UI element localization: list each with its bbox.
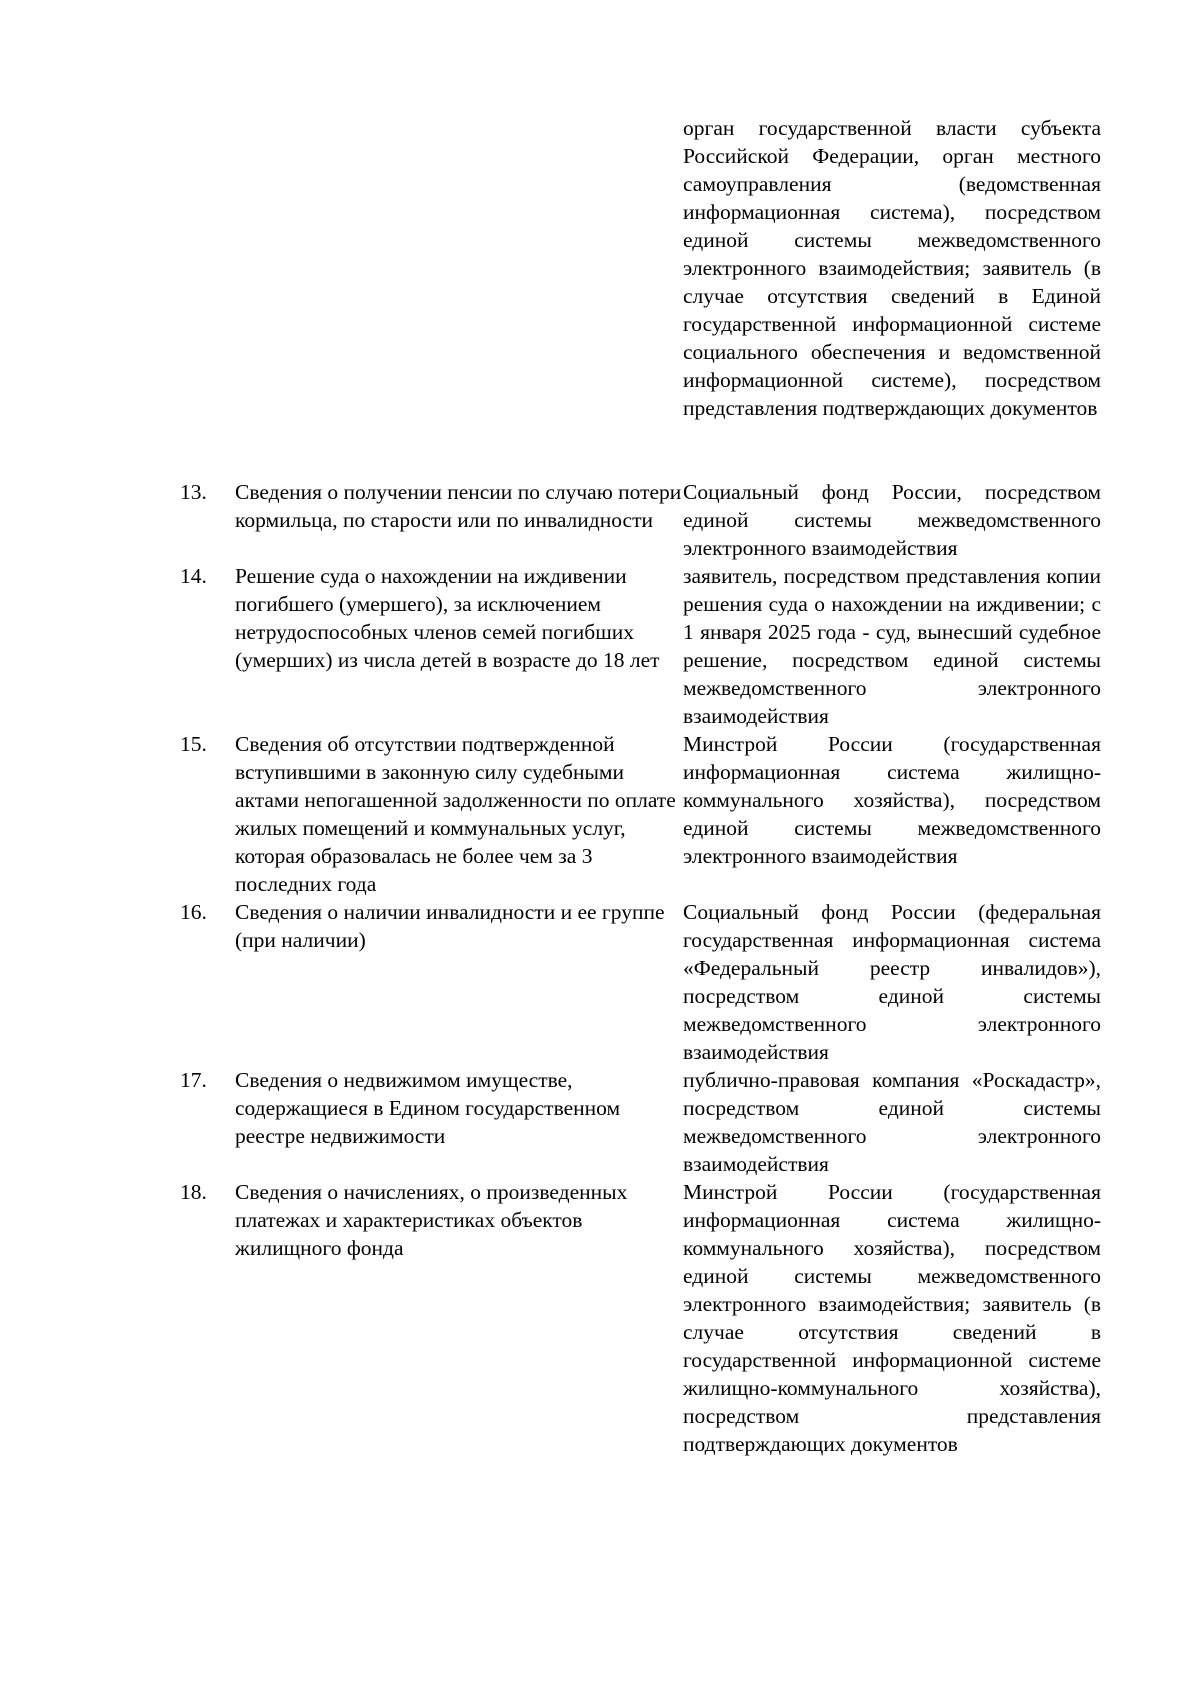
row-number: 18.	[180, 1180, 207, 1204]
row-description: Сведения о недвижимом имуществе, содержащиеся в Едином государственном реестре недвижимости	[235, 1068, 621, 1148]
table-row	[180, 562, 1101, 730]
data-sources-table	[180, 478, 1101, 1458]
row-source: заявитель, посредством представления копии решения суда о нахождении на иждивении; с 1 января 2025 года - суд, вынесший судебное решение, посредством единой системы межведомственного электронного взаимодействия	[683, 564, 1101, 728]
row-source: Минстрой России (государственная информационная система жилищно-коммунального хозяйства), посредством единой системы межведомственного электронного взаимодействия; заявитель (в случае отсутствия сведений в государственной информационной системе жилищно-коммунального хозяйства), посредством представления подтверждающих документов	[683, 1180, 1101, 1456]
row-source: Социальный фонд России, посредством единой системы межведомственного электронного взаимодействия	[683, 480, 1101, 560]
table-row	[180, 1066, 1101, 1178]
row-description: Сведения о наличии инвалидности и ее группе (при наличии)	[235, 900, 665, 952]
row-number: 16.	[180, 900, 207, 924]
row-number: 14.	[180, 564, 207, 588]
row-number: 13.	[180, 480, 207, 504]
continued-source-cell: орган государственной власти субъекта Российской Федерации, орган местного самоуправления (ведомственная информационная система), посредством единой системы межведомственного электронного взаимодействия; заявитель (в случае отсутствия сведений в Единой государственной информационной системе социального обеспечения и ведомственной информационной системе), посредством представления подтверждающих документов	[683, 116, 1101, 420]
table-row	[180, 1178, 1101, 1458]
row-source: Социальный фонд России (федеральная государственная информационная система «Федеральный реестр инвалидов»), посредством единой системы межведомственного электронного взаимодействия	[683, 900, 1101, 1064]
row-description: Решение суда о нахождении на иждивении погибшего (умершего), за исключением нетрудоспособных членов семей погибших (умерших) из числа детей в возрасте до 18 лет	[235, 564, 660, 672]
row-number: 17.	[180, 1068, 207, 1092]
row-number: 15.	[180, 732, 207, 756]
row-source: публично-правовая компания «Роскадастр», посредством единой системы межведомственного электронного взаимодействия	[683, 1068, 1101, 1176]
row-description: Сведения о начислениях, о произведенных платежах и характеристиках объектов жилищного фонда	[235, 1180, 628, 1260]
table-row	[180, 478, 1101, 562]
row-description: Сведения об отсутствии подтвержденной вступившими в законную силу судебными актами непогашенной задолженности по оплате жилых помещений и коммунальных услуг, которая образовалась не более чем за 3 последних года	[235, 732, 676, 896]
row-description: Сведения о получении пенсии по случаю потери кормильца, по старости или по инвалидности	[235, 480, 682, 532]
table-row	[180, 898, 1101, 1066]
table-row	[180, 730, 1101, 898]
row-source: Минстрой России (государственная информационная система жилищно-коммунального хозяйства), посредством единой системы межведомственного электронного взаимодействия	[683, 732, 1101, 868]
